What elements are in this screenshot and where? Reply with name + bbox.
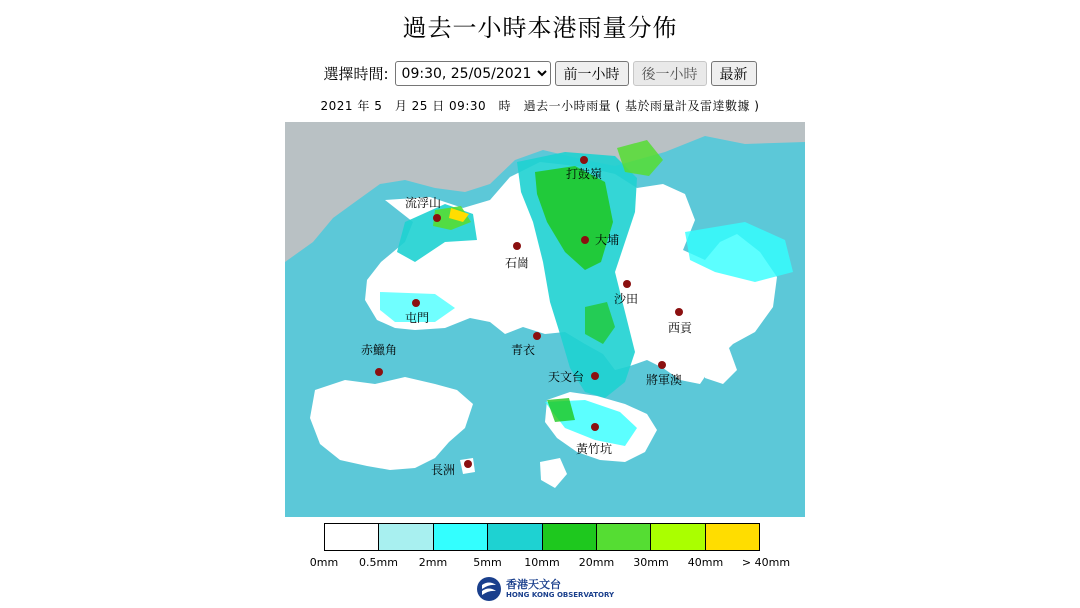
- legend-tick-label: 0.5mm: [359, 556, 398, 569]
- station-label-sha-tin: 沙田: [614, 292, 639, 306]
- station-label-observatory: 天文台: [548, 370, 585, 384]
- hko-logo-chinese: 香港天文台: [506, 578, 561, 591]
- legend-ticks: [0, 556, 1080, 570]
- page-title: 過去一小時本港雨量分佈: [402, 14, 678, 42]
- hko-logo-english: HONG KONG OBSERVATORY: [506, 591, 615, 599]
- legend-swatch: [543, 524, 597, 550]
- station-label-sai-kung: 西貢: [668, 321, 693, 335]
- legend-swatch: [706, 524, 759, 550]
- station-label-tai-po: 大埔: [595, 233, 620, 247]
- station-dot-tuen-mun[interactable]: [412, 299, 420, 307]
- station-dot-chek-lap-kok[interactable]: [375, 368, 383, 376]
- legend-swatch: [325, 524, 379, 550]
- station-label-wong-chuk-hang: 黃竹坑: [576, 442, 613, 456]
- station-label-tseung-kwan-o: 將軍澳: [646, 373, 683, 387]
- station-label-shek-kong: 石崗: [505, 256, 530, 270]
- station-label-ta-kwu-ling: 打鼓嶺: [566, 167, 603, 181]
- rainfall-map-graphic: [285, 122, 805, 517]
- legend-tick-label: 20mm: [578, 556, 615, 569]
- map-subtitle: 2021 年 5 月 25 日 09:30 時 過去一小時雨量 ( 基於雨量計及雷達數據 ): [320, 99, 760, 113]
- legend-swatch: [434, 524, 488, 550]
- time-select[interactable]: [395, 61, 551, 86]
- previous-hour-button[interactable]: 前一小時: [555, 61, 629, 86]
- station-label-cheung-chau: 長洲: [431, 463, 456, 477]
- station-dot-ta-kwu-ling[interactable]: [580, 156, 588, 164]
- legend-tick-label: 10mm: [524, 556, 560, 569]
- legend-swatch: [597, 524, 651, 550]
- latest-button[interactable]: 最新: [711, 61, 757, 86]
- legend-tick-label: 5mm: [473, 556, 502, 569]
- station-dot-shek-kong[interactable]: [513, 242, 521, 250]
- station-dot-tseung-kwan-o[interactable]: [658, 361, 666, 369]
- rainfall-legend: [324, 523, 760, 551]
- hko-logo: [476, 576, 614, 602]
- rainfall-map: [285, 122, 805, 517]
- legend-tick-label: 0mm: [309, 556, 339, 569]
- legend-swatch: [379, 524, 433, 550]
- select-time-label: 選擇時間:: [323, 65, 389, 83]
- time-controls: [0, 61, 1080, 86]
- station-dot-tai-po[interactable]: [581, 236, 589, 244]
- legend-tick-label: 2mm: [418, 556, 448, 569]
- station-dot-lau-fau-shan[interactable]: [433, 214, 441, 222]
- station-dot-wong-chuk-hang[interactable]: [591, 423, 599, 431]
- legend-tick-label: > 40mm: [741, 556, 791, 569]
- hko-logo-icon: [476, 576, 502, 602]
- station-label-tsing-yi: 青衣: [511, 343, 536, 357]
- station-dot-tsing-yi[interactable]: [533, 332, 541, 340]
- station-dot-sai-kung[interactable]: [675, 308, 683, 316]
- station-label-lau-fau-shan: 流浮山: [405, 196, 442, 210]
- next-hour-button[interactable]: 後一小時: [633, 61, 707, 86]
- station-label-tuen-mun: 屯門: [405, 311, 430, 325]
- legend-tick-label: 30mm: [633, 556, 669, 569]
- legend-swatch: [651, 524, 705, 550]
- station-dot-cheung-chau[interactable]: [464, 460, 472, 468]
- legend-tick-label: 40mm: [687, 556, 724, 569]
- legend-swatch: [488, 524, 542, 550]
- station-label-chek-lap-kok: 赤鱲角: [361, 343, 398, 357]
- station-dot-observatory[interactable]: [591, 372, 599, 380]
- station-dot-sha-tin[interactable]: [623, 280, 631, 288]
